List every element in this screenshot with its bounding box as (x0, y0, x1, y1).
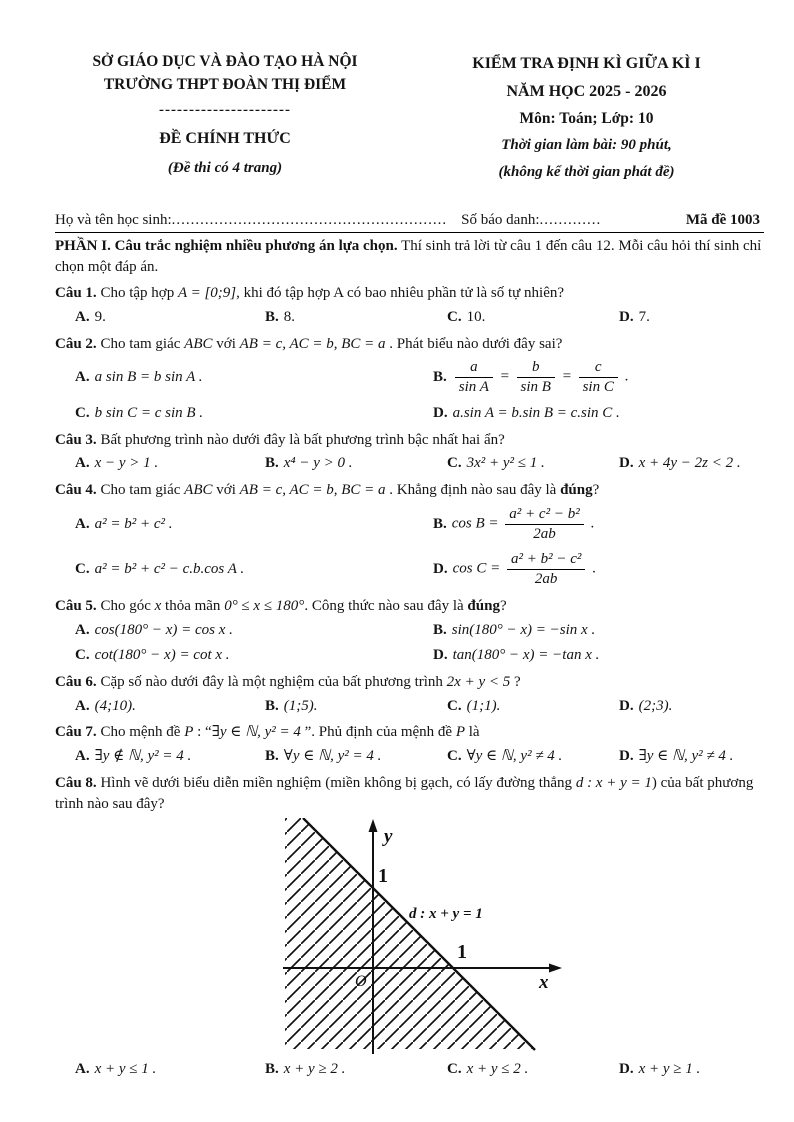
answer-option-C (447, 1059, 619, 1080)
option-letter: A. (75, 748, 90, 765)
answer-option-B (265, 307, 447, 328)
question-2 (55, 334, 764, 424)
text-segment: Cho mệnh đề (96, 724, 185, 741)
answer-option-B (433, 357, 764, 398)
q8-figure (273, 818, 764, 1056)
text-segment: Cho tam giác (96, 482, 185, 499)
text-segment: . Công thức nào sau đây là (304, 598, 468, 614)
header (55, 50, 764, 186)
fraction-denominator: sin C (579, 377, 618, 396)
text-segment: 10. (466, 309, 486, 326)
text-segment: : “ (193, 724, 212, 741)
math-text: a² = b² + c² . (94, 515, 173, 532)
answer-option-D (433, 645, 764, 666)
answer-option-C (75, 559, 433, 580)
answer-options (55, 1059, 764, 1080)
x-intercept-label: 1 (457, 941, 467, 964)
y-axis-arrow-icon (369, 819, 378, 832)
subject-grade: Môn: Toán; Lớp: 10 (519, 110, 654, 127)
math-text: ABC (184, 482, 213, 499)
math-text: P (184, 724, 194, 741)
question-5 (55, 596, 764, 666)
option-letter: C. (447, 748, 462, 765)
option-letter: D. (619, 697, 634, 714)
fraction-numerator: a² + b² − c² (510, 551, 582, 568)
text-segment: ) của bất phương trình nào sau đây? (55, 774, 754, 812)
answer-option-B (265, 746, 447, 767)
text-segment: đúng (467, 598, 500, 614)
answer-option-A (75, 307, 265, 328)
answer-option-D (433, 403, 764, 424)
answer-option-A (75, 696, 265, 717)
answer-options (55, 357, 764, 423)
answer-options (55, 696, 764, 717)
fraction-numerator: c (594, 359, 602, 376)
answer-option-C (447, 453, 619, 474)
answer-options (55, 307, 764, 328)
option-letter: D. (619, 1061, 634, 1078)
fraction-denominator: 2ab (505, 524, 583, 543)
answer-option-D (619, 696, 764, 717)
answer-options (55, 453, 764, 474)
text-segment: Bất phương trình nào dưới đây là bất phương trình bậc nhất hai ẩn? (96, 431, 505, 448)
math-text: ∃y ∈ ℕ, y² = 4 (211, 724, 301, 741)
option-letter: D. (433, 647, 448, 664)
math-text: 0° ≤ x ≤ 180° (224, 598, 305, 614)
option-letter: B. (265, 697, 279, 714)
fraction (505, 506, 583, 543)
math-text: cos(180° − x) = cos x . (94, 621, 233, 638)
math-text: a² = b² + c² − c.b.cos A . (94, 561, 245, 578)
question-stem (55, 672, 764, 693)
text-segment: . (586, 515, 595, 532)
text-segment: , khi đó tập hợp A có bao nhiêu phần tử là số tự nhiên? (236, 285, 565, 302)
fraction (517, 359, 555, 396)
text-segment: Câu 7. (55, 724, 97, 741)
math-text: = (495, 369, 514, 386)
fraction (455, 359, 493, 396)
math-text: ∃y ∉ ℕ, y² = 4 . (94, 748, 192, 765)
question-stem (55, 722, 764, 743)
text-segment: Câu 4. (55, 482, 97, 499)
text-segment: . Phát biểu nào dưới đây sai? (385, 335, 563, 352)
y-intercept-label: 1 (378, 865, 388, 888)
text-segment: Câu 8. (55, 774, 97, 791)
option-letter: A. (75, 515, 90, 532)
origin-label: O (355, 973, 367, 991)
math-text: b sin C = c sin B . (94, 405, 204, 422)
text-segment: ? (499, 598, 507, 614)
math-text: P (455, 724, 466, 741)
option-letter: C. (447, 309, 462, 326)
math-text: x + 4y − 2z < 2 . (638, 455, 741, 472)
math-text: x⁴ − y > 0 . (283, 455, 353, 472)
option-letter: B. (433, 515, 447, 532)
math-text: x + y ≤ 2 . (466, 1061, 529, 1078)
math-text: d : x + y = 1 (575, 774, 652, 791)
option-letter: C. (75, 561, 90, 578)
question-3 (55, 430, 764, 474)
exam-title: KIỂM TRA ĐỊNH KÌ GIỮA KÌ I (472, 55, 701, 72)
question-1 (55, 283, 764, 327)
answer-option-D (619, 453, 764, 474)
math-text: (2;3). (638, 697, 673, 714)
answer-option-C (447, 307, 619, 328)
math-text: ∀y ∈ ℕ, y² = 4 . (283, 748, 382, 765)
text-segment: Câu 2. (55, 335, 97, 352)
x-axis-arrow-icon (549, 964, 562, 973)
option-letter: A. (75, 1061, 90, 1078)
math-text: a sin B = b sin A . (94, 369, 203, 386)
part1-heading-bold: PHẦN I. Câu trắc nghiệm nhiều phương án lựa chọn. (55, 238, 398, 255)
option-letter: B. (265, 748, 279, 765)
option-letter: B. (433, 369, 447, 386)
student-info-line (55, 210, 764, 231)
option-letter: D. (619, 455, 634, 472)
math-text: ∃y ∈ ℕ, y² ≠ 4 . (638, 748, 734, 765)
fraction-numerator: a (470, 359, 478, 376)
math-text: x − y > 1 . (94, 455, 159, 472)
answer-option-B (433, 504, 764, 545)
math-text: (1;5). (283, 697, 318, 714)
header-right (395, 50, 764, 186)
y-axis-label: y (384, 826, 393, 848)
math-text: 2x + y < 5 (446, 674, 511, 691)
answer-option-B (265, 453, 447, 474)
question-4 (55, 480, 764, 590)
answer-option-A (75, 1059, 265, 1080)
answer-option-C (75, 403, 433, 424)
question-8 (55, 773, 764, 1080)
option-letter: C. (75, 647, 90, 664)
option-letter: C. (447, 1061, 462, 1078)
math-text: x + y ≥ 2 . (283, 1061, 346, 1078)
math-text: = (557, 369, 576, 386)
candidate-number-label: Số báo danh: (461, 212, 540, 229)
x-axis-label: x (539, 972, 549, 994)
answer-option-B (265, 1059, 447, 1080)
option-letter: D. (619, 748, 634, 765)
option-letter: A. (75, 309, 90, 326)
math-text: cos C = (452, 561, 504, 578)
math-text: (4;10). (94, 697, 136, 714)
math-text: cos B = (451, 515, 503, 532)
student-name-label: Họ và tên học sinh: (55, 212, 172, 229)
text-segment: Hình vẽ dưới biểu diễn miền nghiệm (miền không bị gạch, có lấy đường thẳng (96, 774, 576, 791)
school-name: TRƯỜNG THPT ĐOÀN THỊ ĐIỂM (103, 76, 347, 94)
text-segment: . Khẳng định nào sau đây là (385, 482, 561, 499)
school-year: NĂM HỌC 2025 - 2026 (506, 83, 667, 100)
text-segment: Cho tập hợp (96, 285, 178, 302)
fraction-denominator: 2ab (507, 569, 585, 588)
option-letter: A. (75, 369, 90, 386)
department-name: SỞ GIÁO DỤC VÀ ĐÀO TẠO HÀ NỘI (92, 53, 358, 70)
text-segment: Câu 5. (55, 598, 97, 614)
option-letter: C. (447, 455, 462, 472)
option-letter: D. (433, 561, 448, 578)
question-6 (55, 672, 764, 716)
math-text: x (154, 598, 162, 614)
fraction (579, 359, 618, 396)
text-segment: Cho góc (96, 598, 155, 614)
answer-options (55, 504, 764, 590)
text-segment: . (588, 561, 596, 578)
official-exam-label: ĐỀ CHÍNH THỨC (159, 130, 291, 147)
option-letter: B. (433, 621, 447, 638)
option-letter: B. (265, 309, 279, 326)
answer-option-C (75, 645, 433, 666)
fraction-numerator: b (532, 359, 540, 376)
text-segment: với (212, 335, 240, 352)
math-text: AB = c, AC = b, BC = a (239, 482, 386, 499)
part1-heading (55, 236, 764, 277)
text-segment: thỏa mãn (161, 598, 225, 614)
text-segment: Cặp số nào dưới đây là một nghiệm của bất phương trình (96, 674, 447, 691)
math-text: AB = c, AC = b, BC = a (239, 335, 386, 352)
text-segment: ? (592, 482, 600, 499)
math-text: tan(180° − x) = −tan x . (452, 647, 600, 664)
hatched-region (285, 818, 535, 1049)
option-letter: C. (447, 697, 462, 714)
answer-option-D (619, 307, 764, 328)
text-segment: 8. (283, 309, 296, 326)
answer-option-C (447, 746, 619, 767)
answer-option-D (433, 549, 764, 590)
answer-option-D (619, 1059, 764, 1080)
text-segment: Câu 1. (55, 285, 97, 302)
option-letter: B. (265, 455, 279, 472)
math-text: sin(180° − x) = −sin x . (451, 621, 596, 638)
answer-option-A (75, 453, 265, 474)
fraction (507, 551, 585, 588)
math-text: ABC (184, 335, 213, 352)
text-segment: ? (510, 674, 521, 691)
questions (55, 283, 764, 1079)
question-stem (55, 283, 764, 304)
header-divider: ---------------------- (159, 101, 291, 118)
text-segment: . (620, 369, 629, 386)
option-letter: A. (75, 697, 90, 714)
question-stem (55, 430, 764, 451)
option-letter: A. (75, 455, 90, 472)
math-text: ∀y ∈ ℕ, y² ≠ 4 . (466, 748, 563, 765)
exam-code-badge: Mã đề 1003 (685, 212, 760, 229)
math-text: 3x² + y² ≤ 1 . (466, 455, 545, 472)
option-letter: D. (433, 405, 448, 422)
question-stem (55, 596, 764, 617)
part1-heading-rest: Thí sinh trả lời từ câu 1 đến câu 12. Mỗi câu hỏi thí sinh chỉ chọn một đáp án. (55, 238, 762, 275)
question-stem (55, 334, 764, 355)
fraction-denominator: sin B (517, 377, 555, 396)
answer-option-A (75, 746, 265, 767)
math-text: a.sin A = b.sin B = c.sin C . (452, 405, 620, 422)
question-stem (55, 773, 764, 814)
text-segment: đúng (560, 482, 593, 499)
text-segment: Cho tam giác (96, 335, 185, 352)
question-stem (55, 480, 764, 501)
duration-note-2: (không kể thời gian phát đề) (498, 164, 675, 181)
page-count-note: (Đề thi có 4 trang) (167, 160, 283, 177)
fraction-denominator: sin A (455, 377, 493, 396)
answer-option-D (619, 746, 764, 767)
math-text: x + y ≥ 1 . (638, 1061, 701, 1078)
answer-options (55, 746, 764, 767)
answer-option-B (433, 620, 764, 641)
answer-option-A (75, 367, 433, 388)
math-text: cot(180° − x) = cot x . (94, 647, 230, 664)
math-text: (1;1). (466, 697, 501, 714)
math-text: A = [0;9] (177, 285, 237, 302)
header-left (55, 50, 395, 186)
answer-options (55, 620, 764, 666)
option-letter: A. (75, 621, 90, 638)
candidate-number-blank: ............. (539, 212, 602, 229)
math-text: x + y ≤ 1 . (94, 1061, 157, 1078)
answer-option-A (75, 620, 433, 641)
answer-option-A (75, 514, 433, 535)
answer-option-C (447, 696, 619, 717)
answer-option-B (265, 696, 447, 717)
option-letter: B. (265, 1061, 279, 1078)
text-segment: 7. (638, 309, 650, 326)
text-segment: là (465, 724, 480, 741)
option-letter: D. (619, 309, 634, 326)
student-name-blank: .......................................................... (171, 212, 448, 229)
question-7 (55, 722, 764, 766)
line-d-label: d : x + y = 1 (409, 906, 483, 923)
horizontal-rule (55, 232, 764, 233)
fraction-numerator: a² + c² − b² (509, 505, 580, 522)
option-letter: C. (75, 405, 90, 422)
text-segment: với (212, 482, 240, 499)
text-segment: Câu 6. (55, 674, 97, 691)
duration-note: Thời gian làm bài: 90 phút, (501, 137, 672, 154)
text-segment: 9. (94, 309, 106, 326)
text-segment: Câu 3. (55, 431, 97, 448)
text-segment: ”. Phủ định của mệnh đề (300, 724, 456, 741)
